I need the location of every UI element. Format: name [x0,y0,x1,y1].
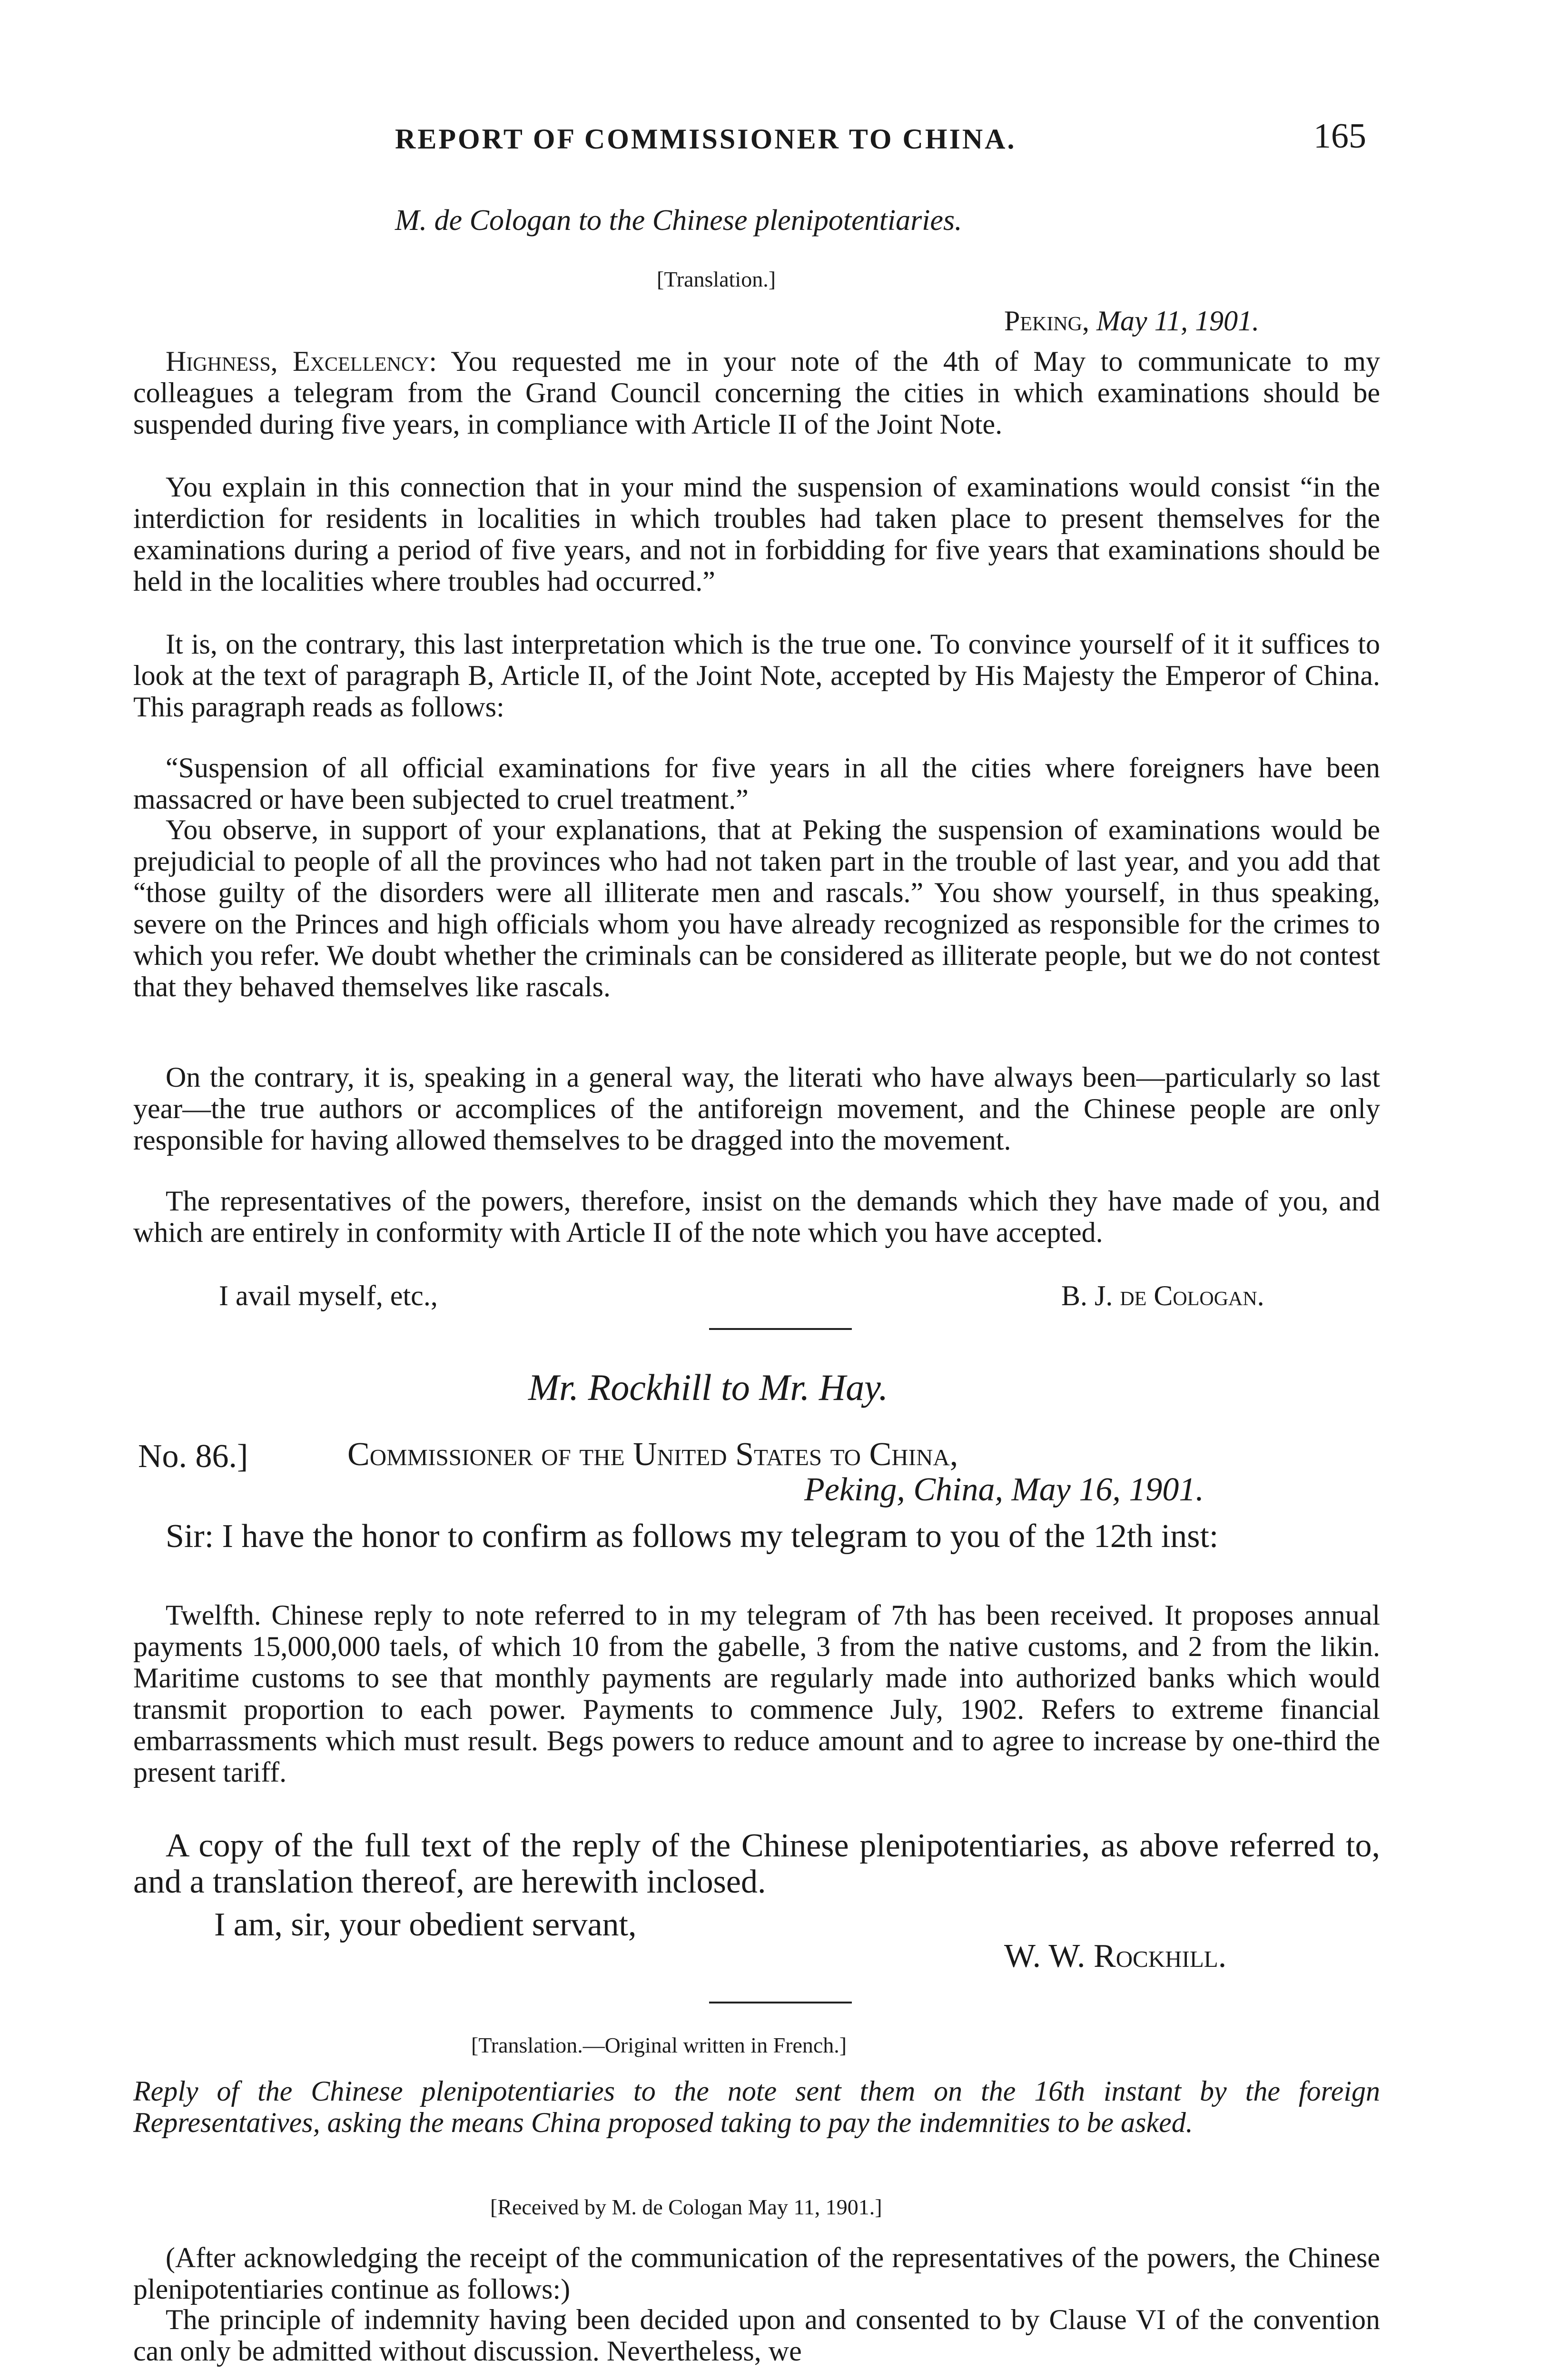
letter1-dateline [1004,305,1259,337]
enclosure-paragraph-2: The principle of indemnity having been decided upon and consented to by Clause VI of the convention can only be admitted without discussion. Nevertheless, we [133,2304,1380,2367]
running-head: REPORT OF COMMISSIONER TO CHINA. [395,123,1016,155]
telegram-text: Twelfth. Chinese reply to note referred to in my telegram of 7th has been received. It proposes annual payments 15,000,000 taels, of which 10 from the gabelle, 3 from the native customs, and 2 from the likin. Maritime customs to see that monthly payments are regularly made into authorized banks which would transmit proportion to each power. Payments to commence July, 1902. Refers to extreme financial embarrassments which must result. Begs powers to reduce amount and to agree to increase by one-third the present tariff. [133,1599,1380,1788]
letter2-closing: I am, sir, your obedient servant, [214,1906,637,1943]
enclosure-title: Reply of the Chinese plenipotentiaries to the note sent them on the 16th instant by the foreign Representatives, asking the means China proposed taking to pay the indemnities to be asked. [133,2075,1380,2138]
enclosure-received-note: [Received by M. de Cologan May 11, 1901.] [490,2195,882,2219]
letter1-paragraph-2: You explain in this connection that in your mind the suspension of examinations would consist “in the interdiction for residents in localities in which troubles had taken place to present themselves for the examinations during a period of five years, and not in forbidding for five years that examinations should be held in the localities where troubles had occurred.” [133,471,1380,597]
letter1-paragraph-6: The representatives of the powers, therefore, insist on the demands which they have made of you, and which are entirely in conformity with Article II of the note which you have accepted. [133,1185,1380,1248]
salutation: Highness, Excellency: [166,346,437,377]
letter2-signature: W. W. Rockhill. [1004,1938,1227,1974]
letter1-signature: B. J. de Cologan. [1061,1280,1264,1311]
section-divider [709,2002,852,2003]
letter2-office: Commissioner of the United States to China, [347,1436,958,1473]
letter1-quote: “Suspension of all official examinations for five years in all the cities where foreigners have been massacred or have been subjected to cruel treatment.” [133,752,1380,815]
letter1-paragraph-3: It is, on the contrary, this last interpretation which is the true one. To convince yourself of it it suffices to look at the text of paragraph B, Article II, of the Joint Note, accepted by His Majesty the Emperor of China. This paragraph reads as follows: [133,628,1380,723]
paragraph-text: You requested me in your note of the 4th of May to communicate to my colleagues a telegram from the Grand Council concerning the cities in which examinations should be suspended during five years, in compliance with Article II of the Joint Note. [133,346,1381,440]
page-number: 165 [1313,117,1366,156]
letter1-paragraph-1 [133,346,1380,440]
letter2-heading: Mr. Rockhill to Mr. Hay. [528,1367,888,1408]
enclosure-paragraph-1: (After acknowledging the receipt of the communication of the representatives of the powers, the Chinese plenipotentiaries continue as follows:) [133,2242,1380,2305]
dateline-date: May 11, 1901. [1096,305,1260,337]
letter2-paragraph-2: A copy of the full text of the reply of the Chinese plenipotentiaries, as above referred to, and a translation thereof, are herewith inclosed. [133,1827,1380,1900]
enclosure-translation-note: [Translation.—Original written in French.] [471,2033,847,2057]
letter2-dateline: Peking, China, May 16, 1901. [804,1471,1204,1508]
section-divider [709,1328,852,1330]
letter1-heading: M. de Cologan to the Chinese plenipotentiaries. [395,204,962,237]
letter2-number: No. 86.] [138,1438,248,1475]
letter1-paragraph-4: You observe, in support of your explanations, that at Peking the suspension of examinations would be prejudicial to people of all the provinces who had not taken part in the trouble of last year, and you add that “those guilty of the disorders were all illiterate men and rascals.” You show yourself, in thus speaking, severe on the Princes and high officials whom you have already recognized as responsible for the crimes to which you refer. We doubt whether the criminals can be considered as illiterate people, but we do not contest that they behaved themselves like rascals. [133,814,1380,1002]
letter1-closing: I avail myself, etc., [219,1280,438,1311]
letter1-paragraph-5: On the contrary, it is, speaking in a general way, the literati who have always been—particularly so last year—the true authors or accomplices of the antiforeign movement, and the Chinese people are only responsible for having allowed themselves to be dragged into the movement. [133,1061,1380,1156]
dateline-place: Peking, [1004,305,1090,337]
letter2-paragraph-1: Sir: I have the honor to confirm as follows my telegram to you of the 12th inst: [166,1518,1219,1555]
letter1-translation-note: [Translation.] [657,267,776,291]
